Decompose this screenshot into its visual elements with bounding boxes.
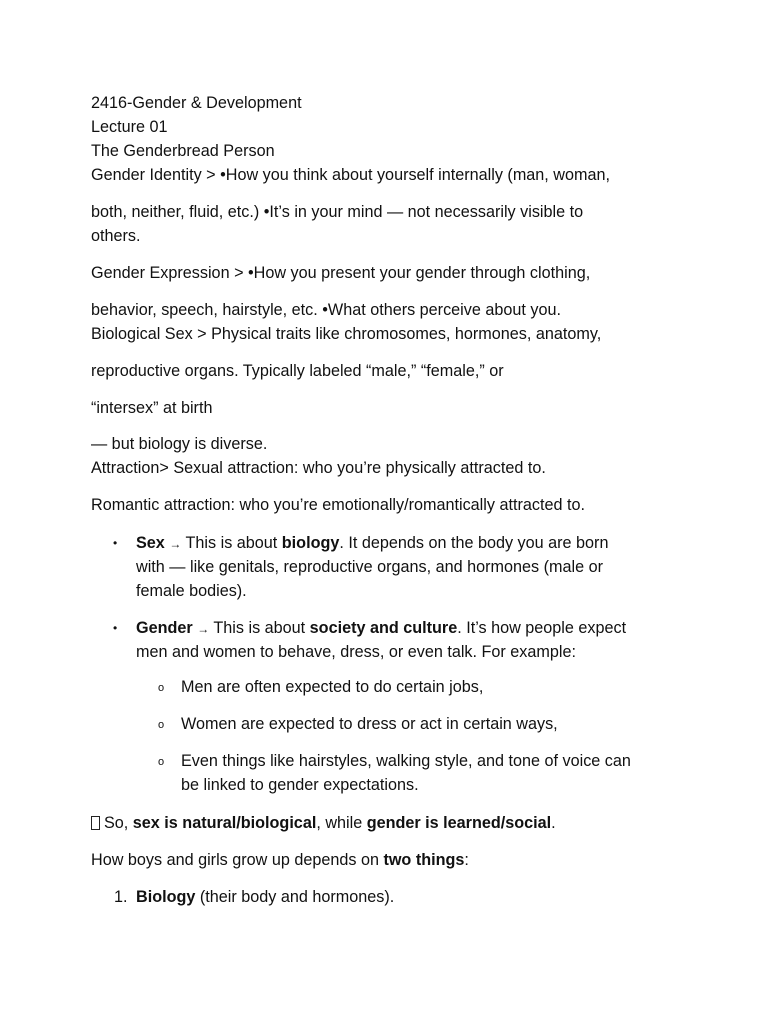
topic-title: The Genderbread Person bbox=[91, 142, 275, 160]
sub-item-2: Women are expected to dress or act in certain ways, bbox=[181, 715, 558, 733]
sex-keyword: biology bbox=[281, 534, 340, 552]
gender-identity-line-3: others. bbox=[91, 227, 141, 245]
gender-bullet-line-1: Gender → This is about society and culture. It’s how people expect bbox=[136, 619, 627, 637]
gender-bullet-line-2: men and women to behave, dress, or even talk. For example: bbox=[136, 643, 576, 661]
sub-item-3-line-1: Even things like hairstyles, walking style, and tone of voice can bbox=[181, 752, 631, 770]
arrow-icon: → bbox=[197, 622, 210, 636]
gender-expression-line-2: behavior, speech, hairstyle, etc. •What others perceive about you. bbox=[91, 301, 561, 319]
biological-sex-line-2: reproductive organs. Typically labeled “male,” “female,” or bbox=[91, 362, 504, 380]
sub-bullet-marker: o bbox=[158, 756, 165, 768]
missing-glyph-icon bbox=[91, 816, 100, 830]
biological-sex-line-1: Biological Sex > Physical traits like chromosomes, hormones, anatomy, bbox=[91, 325, 602, 343]
sex-bullet-line-3: female bodies). bbox=[136, 582, 247, 600]
summary-line: So, sex is natural/biological, while gender is learned/social. bbox=[91, 811, 556, 835]
attraction-line-2: Romantic attraction: who you’re emotionally/romantically attracted to. bbox=[91, 496, 585, 514]
lecture-number: Lecture 01 bbox=[91, 118, 168, 136]
sub-item-3-line-2: be linked to gender expectations. bbox=[181, 776, 419, 794]
list-number: 1. bbox=[114, 888, 128, 906]
sub-bullet-marker: o bbox=[158, 682, 165, 694]
gender-expression-line-1: Gender Expression > •How you present your gender through clothing, bbox=[91, 264, 591, 282]
gender-keyword: society and culture bbox=[309, 619, 458, 637]
biological-sex-line-4: — but biology is diverse. bbox=[91, 435, 268, 453]
bullet-marker: • bbox=[113, 621, 118, 635]
sub-item-1: Men are often expected to do certain jobs, bbox=[181, 678, 484, 696]
list-item-1: Biology (their body and hormones). bbox=[136, 888, 395, 906]
sex-bullet-line-2: with — like genitals, reproductive organs, and hormones (male or bbox=[136, 558, 603, 576]
gender-identity-line-2: both, neither, fluid, etc.) •It’s in your mind — not necessarily visible to bbox=[91, 203, 584, 221]
sub-bullet-marker: o bbox=[158, 719, 165, 731]
sex-term: Sex bbox=[136, 534, 165, 552]
gender-term: Gender bbox=[136, 619, 193, 637]
gender-identity-line-1: Gender Identity > •How you think about yourself internally (man, woman, bbox=[91, 166, 610, 184]
arrow-icon: → bbox=[169, 537, 182, 551]
bullet-marker: • bbox=[113, 536, 118, 550]
sex-bullet-line-1: Sex → This is about biology. It depends on the body you are born bbox=[136, 534, 609, 552]
biological-sex-line-3: “intersex” at birth bbox=[91, 399, 213, 417]
course-title: 2416-Gender & Development bbox=[91, 94, 302, 112]
attraction-line-1: Attraction> Sexual attraction: who you’re physically attracted to. bbox=[91, 459, 546, 477]
growth-line: How boys and girls grow up depends on two things: bbox=[91, 851, 469, 869]
